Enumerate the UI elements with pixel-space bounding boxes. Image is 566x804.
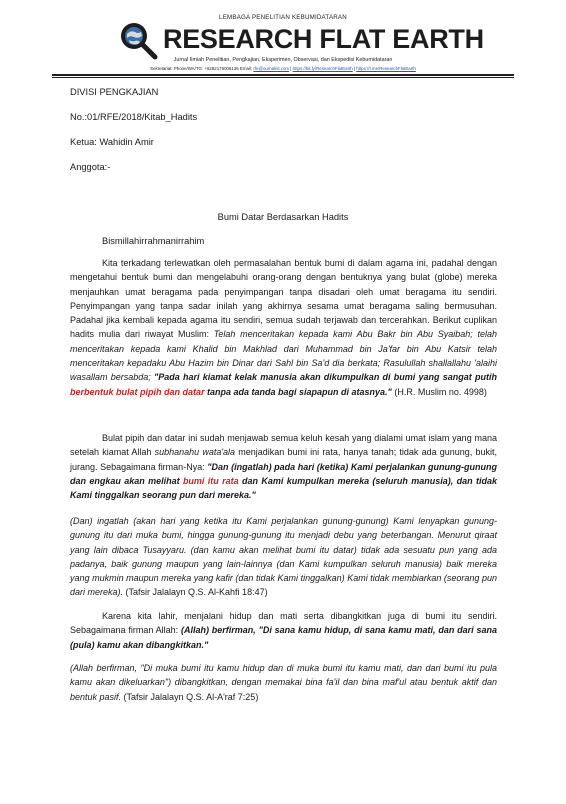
paragraph-1 (70, 256, 497, 399)
members-label: Anggota:- (70, 162, 111, 172)
email-link[interactable]: rfe@ournalist.com (253, 66, 290, 71)
p1-text: Kita terkadang terlewatkan oleh permasalahan bentuk bumi di dalam agama ini, padahal dengan mengetahui bentuk bumi dan mengelabuhi orang-orang dengan bentuknya yang bulat (globe) mereka menjauhkan umat beragama pada penyimpangan tanpa disadari oleh umat beragama itu sendiri. Penyimpangan yang tanpa sadar inilah yang akhirnya sesama umat beragama saling bermusuhan. Padahal jika kembali kepada agama itu sendiri, semua sudah terjawab dan tercerahkan. Berikut cuplikan hadits mulia dari riwayat Muslim: (70, 258, 497, 340)
p5-tafsir: (Allah berfirman, "Di muka bumi itu kamu hidup dan di muka bumi itu kamu mati, dan dari bumi itu pula kamu akan dikeluarkan") dibangkitkan, dengan memakai bina fa'il dan bina maf'ul atau bentuk aktif dan bentuk pasif. (70, 663, 497, 702)
document-title: Bumi Datar Berdasarkan Hadits (217, 212, 349, 222)
institution-name: LEMBAGA PENELITIAN KEBUMIDATARAN (219, 14, 347, 21)
website-link[interactable]: https://bit.ly/ResearchFlatEarth (292, 66, 353, 71)
paragraph-4 (70, 609, 497, 652)
link-separator: | (352, 66, 357, 71)
p1-quote: "Pada hari kiamat kelak manusia akan dikumpulkan di bumi yang sangat putih (154, 372, 497, 383)
letterhead-contact (0, 66, 566, 71)
chair-name: Ketua: Wahidin Amir (70, 137, 154, 147)
p5-source: (Tafsir Jalalayn Q.S. Al-A'raf 7:25) (121, 691, 259, 702)
p2-text-b: menjadikan bumi ini rata, hanya tanah; tidak ada gunung, bukit, jurang. Sebagaimana firman-Nya: (70, 447, 498, 472)
p3-source: (Tafsir Jalalayn Q.S. Al-Kahfi 18:47) (123, 587, 268, 598)
p2-highlight: bumi itu rata (182, 475, 239, 486)
p2-quote: "Dan (ingatlah) pada hari (ketika) Kami perjalankan gunung-gunung dan engkau akan melihat (70, 461, 497, 486)
division-label: DIVISI PENGKAJIAN (70, 87, 159, 97)
p1-hadith-chain: Telah menceritakan kepada kami Abu Bakr bin Abu Syaibah; telah menceritakan kepada kami Khalid bin Makhlad dari Muhammad bin Ja'far bin Abu Katsir telah menceritakan kepadaku Abu Hazim bin Dinar dari Sahl bin Sa'd dia berkata; Rasulullah shallallahu 'alaihi wasallam bersabda; (70, 329, 497, 383)
p3-tafsir: (Dan) ingatlah (akan hari yang ketika itu Kami perjalankan gunung-gunung) Kami lenyapkan gunung-gunung itu dari muka bumi, hingga gunung-gunung itu menjadi debu yang beterbangan. Menurut qiraat yang lain dibaca Tusayyaru. (dan kamu akan melihat bumi itu datar) tidak ada sesuatu pun yang ada padanya, baik gunung maupun yang lain-lainnya (dan Kami kumpulkan seluruh manusia) baik mereka yang mukmin maupun mereka yang kafir (dan tidak Kami tinggalkan) Kami tidak membiarkan (seorang pun dari mereka). (70, 516, 497, 598)
telegram-link[interactable]: https://t.me/ResearchFlatEarth (356, 66, 416, 71)
letterhead-subtitle: Jurnal Ilmiah Penelitian, Pengkajian, Eksperimen, Observasi, dan Ekspedisi Kebumidataran (173, 57, 393, 63)
p1-quote-end: tanpa ada tanda bagi siapapun di atasnya." (204, 386, 392, 397)
p2-italic: subhanahu wata'ala (154, 447, 236, 458)
paragraph-5 (70, 661, 497, 704)
magnifier-globe-icon (118, 20, 158, 60)
document-number: No.:01/RFE/2018/Kitab_Hadits (70, 112, 198, 122)
contact-prefix: Sekretariat: Phone/WA/TG: +6282176006136 Email: (150, 66, 253, 71)
p2-quote-end: dan Kami kumpulkan mereka (seluruh manusia), dan tidak Kami tinggalkan seorang pun dari mereka." (70, 475, 497, 501)
paragraph-2 (70, 431, 497, 502)
p1-highlight: berbentuk bulat pipih dan datar (70, 386, 205, 397)
letterhead-rule (52, 74, 514, 76)
letterhead-title: RESEARCH FLAT EARTH (163, 24, 484, 54)
opening-phrase: Bismillahirrahmanirrahim (102, 236, 205, 246)
letterhead-rule-thin (52, 77, 514, 78)
p4-quote: (Allah) berfirman, "Di sana kamu hidup, di sana kamu mati, dan dari sana (pula) kamu akan dibangkitkan." (70, 625, 497, 650)
link-separator: | (289, 66, 293, 71)
paragraph-3 (70, 514, 497, 600)
p2-text: Bulat pipih dan datar ini sudah menjawab semua keluh kesah yang dialami umat islam yang mana setelah kiamat Allah (70, 433, 497, 458)
p4-text: Karena kita lahir, menjalani hidup dan mati serta dibangkitkan juga di bumi itu sendiri. Sebagaimana firman Allah: (70, 611, 497, 636)
p1-source: (H.R. Muslim no. 4998) (391, 386, 487, 397)
